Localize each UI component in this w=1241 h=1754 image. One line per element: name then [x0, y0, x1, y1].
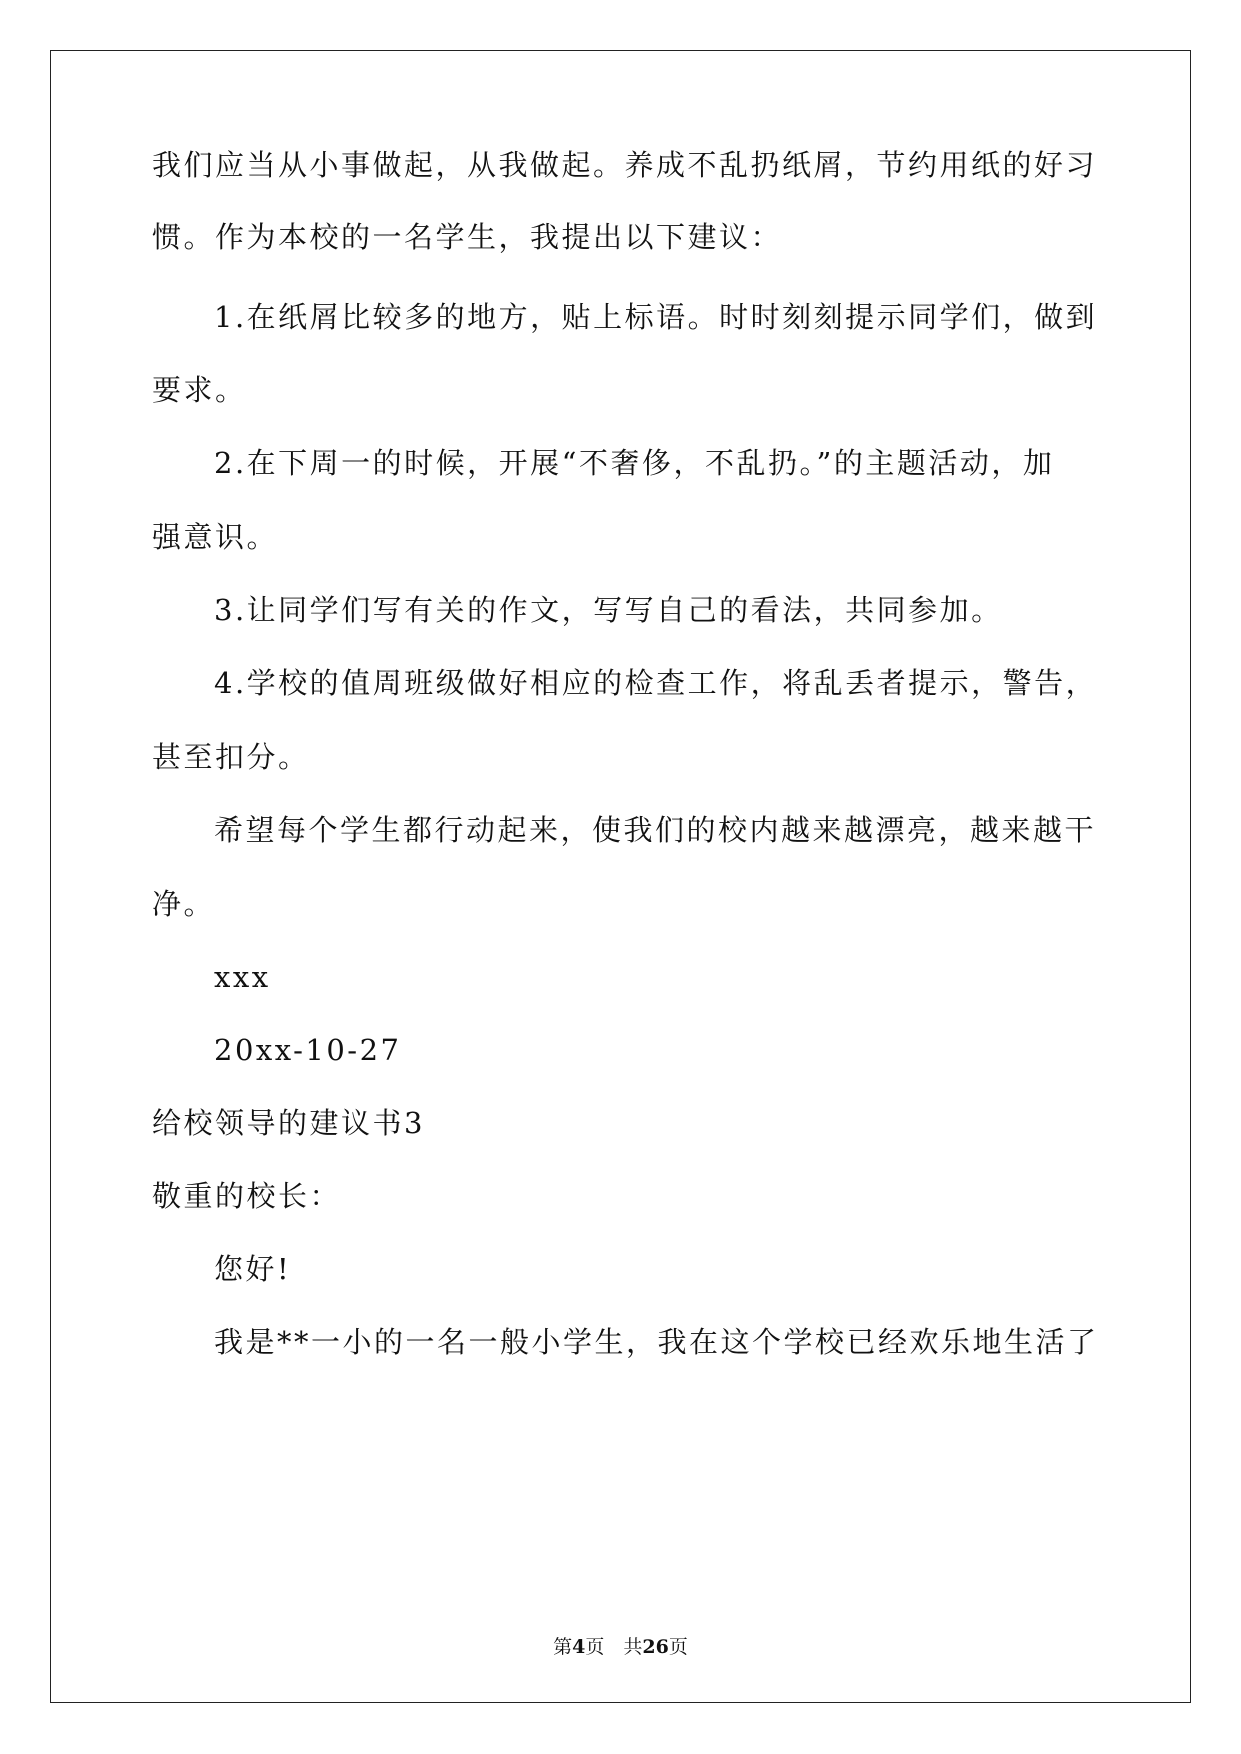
footer-suffix: 页	[668, 1636, 688, 1658]
greeting: 您好!	[214, 1252, 292, 1286]
text-line-11: 净。	[152, 887, 216, 921]
text-line-9: 甚至扣分。	[152, 740, 310, 774]
section-title: 给校领导的建议书3	[152, 1106, 425, 1140]
text-line-1: 我们应当从小事做起，从我做起。养成不乱扔纸屑，节约用纸的好习	[152, 148, 1098, 182]
salutation: 敬重的校长：	[152, 1179, 342, 1213]
text-line-10: 希望每个学生都行动起来，使我们的校内越来越漂亮，越来越干	[214, 813, 1097, 847]
total-page-number: 26	[642, 1636, 669, 1658]
text-line-7: 3.让同学们写有关的作文，写写自己的看法，共同参加。	[214, 593, 1003, 627]
text-line-2: 惯。作为本校的一名学生，我提出以下建议：	[152, 220, 783, 254]
text-line-4: 要求。	[152, 373, 247, 407]
signature-name: xxx	[214, 960, 271, 994]
footer-middle: 页 共	[585, 1636, 643, 1658]
signature-date: 20xx-10-27	[214, 1033, 402, 1067]
text-line-17: 我是**一小的一名一般小学生，我在这个学校已经欢乐地生活了	[214, 1325, 1099, 1359]
page-footer	[0, 1632, 1241, 1659]
text-line-8: 4.学校的值周班级做好相应的检查工作，将乱丢者提示，警告，	[214, 666, 1098, 700]
text-line-6: 强意识。	[152, 520, 279, 554]
current-page-number: 4	[572, 1636, 586, 1658]
text-line-5: 2.在下周一的时候，开展“不奢侈，不乱扔。”的主题活动，加	[214, 446, 1055, 480]
text-line-3: 1.在纸屑比较多的地方，贴上标语。时时刻刻提示同学们，做到	[214, 300, 1098, 334]
footer-prefix: 第	[553, 1636, 573, 1658]
